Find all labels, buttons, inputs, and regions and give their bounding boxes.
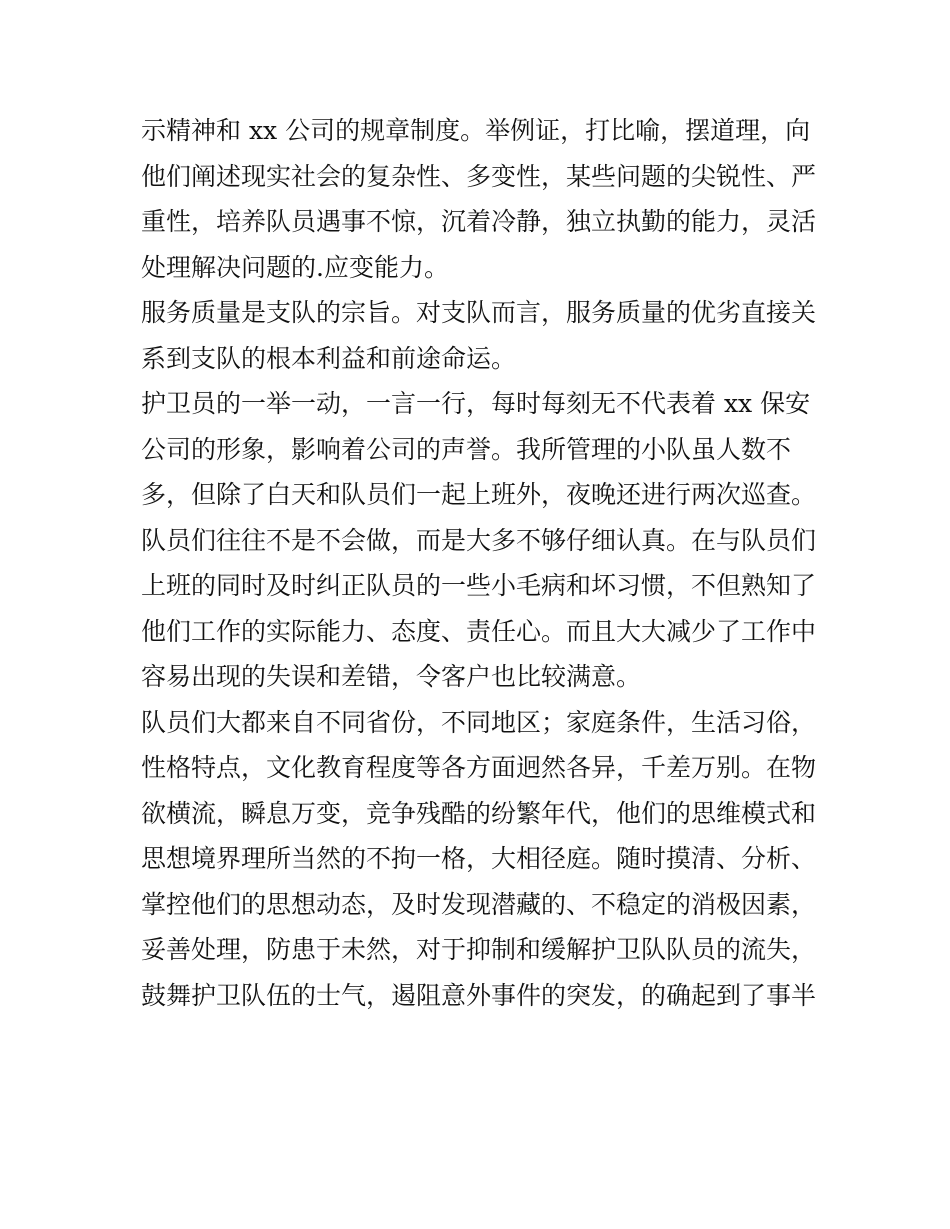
text-line: 妥善处理，防患于未然，对于抑制和缓解护卫队队员的流失， [141, 935, 817, 964]
text-line: 示精神和 xx 公司的规章制度。举例证，打比喻，摆道理，向 [141, 116, 811, 145]
text-line: 公司的形象，影响着公司的声誉。我所管理的小队虽人数不 [141, 434, 792, 464]
text-line: 处理解决问题的.应变能力。 [141, 252, 449, 282]
text-line: 鼓舞护卫队伍的士气，遏阻意外事件的突发，的确起到了事半 [141, 980, 817, 1010]
text-line: 服务质量是支队的宗旨。对支队而言，服务质量的优劣直接关 [141, 298, 817, 327]
text-line: 多，但除了白天和队员们一起上班外，夜晚还进行两次巡查。 [141, 480, 817, 509]
text-line: 系到支队的根本利益和前途命运。 [141, 343, 517, 373]
text-line: 他们阐述现实社会的复杂性、多变性，某些问题的尖锐性、严 [141, 161, 817, 191]
text-line: 队员们大都来自不同省份，不同地区；家庭条件，生活习俗， [141, 707, 817, 737]
text-line: 思想境界理所当然的不拘一格，大相径庭。随时摸清、分析、 [141, 844, 817, 873]
text-line: 掌控他们的思想动态，及时发现潜藏的、不稳定的消极因素， [141, 889, 817, 919]
text-line: 护卫员的一举一动，一言一行，每时每刻无不代表着 xx 保安 [141, 389, 811, 418]
text-line: 容易出现的失误和差错，令客户也比较满意。 [141, 662, 642, 691]
text-line: 性格特点，文化教育程度等各方面迥然各异，千差万别。在物 [141, 753, 817, 782]
body-text [141, 108, 821, 1018]
text-line: 欲横流，瞬息万变，竞争残酷的纷繁年代，他们的思维模式和 [141, 798, 817, 828]
text-line: 上班的同时及时纠正队员的一些小毛病和坏习惯，不但熟知了 [141, 571, 817, 600]
text-line: 重性，培养队员遇事不惊，沉着冷静，独立执勤的能力，灵活 [141, 207, 817, 236]
text-line: 他们工作的实际能力、态度、责任心。而且大大减少了工作中 [141, 616, 817, 646]
text-line: 队员们往往不是不会做，而是大多不够仔细认真。在与队员们 [141, 525, 817, 555]
